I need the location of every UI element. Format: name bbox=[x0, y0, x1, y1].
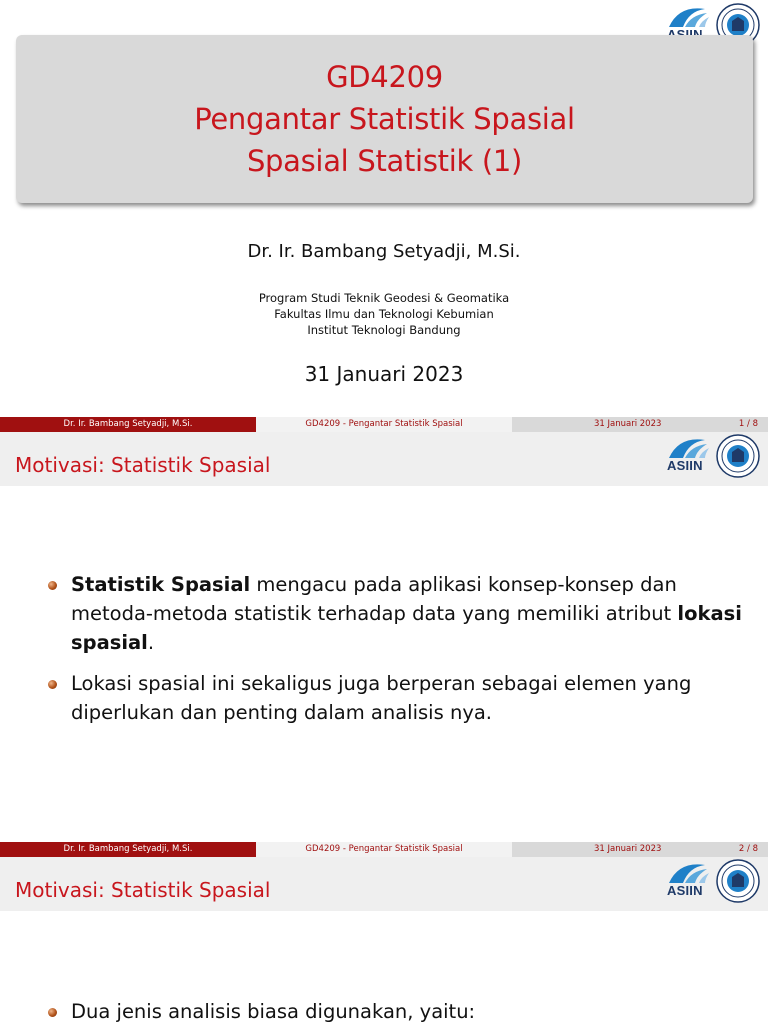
frame-title: Motivasi: Statistik Spasial bbox=[15, 878, 271, 902]
title-slide bbox=[0, 0, 768, 417]
footer-author: Dr. Ir. Bambang Setyadji, M.Si. bbox=[0, 417, 256, 432]
slide-motivasi-2 bbox=[0, 842, 768, 1024]
footer-course: GD4209 - Pengantar Statistik Spasial bbox=[256, 842, 512, 857]
footer-bar bbox=[0, 842, 768, 857]
bullet-text: . bbox=[147, 631, 155, 654]
lecture-title: Spasial Statistik (1) bbox=[246, 144, 523, 178]
footer-author: Dr. Ir. Bambang Setyadji, M.Si. bbox=[0, 842, 256, 857]
footer-course: GD4209 - Pengantar Statistik Spasial bbox=[256, 417, 512, 432]
frame-title: Motivasi: Statistik Spasial bbox=[15, 453, 271, 477]
asiin-logo bbox=[665, 859, 763, 903]
author-name: Dr. Ir. Bambang Setyadji, M.Si. bbox=[247, 241, 521, 262]
bullet-icon bbox=[48, 680, 57, 689]
course-code: GD4209 bbox=[326, 60, 443, 94]
bullet-text: mengacu pada aplikasi konsep-konsep dan metoda-metoda statistik terhadap data yang memiliki atribut bbox=[71, 573, 678, 625]
asiin-logo-text: ASIIN bbox=[667, 458, 703, 473]
asiin-logo bbox=[665, 434, 763, 478]
institution-line: Institut Teknologi Bandung bbox=[307, 323, 461, 337]
institution bbox=[0, 290, 768, 338]
slide-motivasi-1 bbox=[0, 417, 768, 842]
footer-date: 31 Januari 2023 bbox=[594, 419, 662, 429]
asiin-logo-text: ASIIN bbox=[667, 883, 703, 898]
presentation-date: 31 Januari 2023 bbox=[304, 362, 464, 386]
page-number: 2 / 8 bbox=[738, 844, 758, 854]
footer-date-page bbox=[512, 417, 768, 432]
page-number: 1 / 8 bbox=[738, 419, 758, 429]
institution-line: Fakultas Ilmu dan Teknologi Kebumian bbox=[274, 307, 494, 321]
bullet-icon bbox=[48, 581, 57, 590]
bullet-text: Dua jenis analisis biasa digunakan, yaitu: bbox=[71, 1000, 476, 1023]
bold-term: Statistik Spasial bbox=[71, 573, 251, 596]
bullet-list bbox=[48, 570, 763, 739]
bullet-text: Lokasi spasial ini sekaligus juga berperan sebagai elemen yang diperlukan dan penting dalam analisis nya. bbox=[71, 672, 692, 724]
bullet-icon bbox=[48, 1008, 57, 1017]
bold-term: lokasi spasial bbox=[71, 602, 742, 654]
course-title: Pengantar Statistik Spasial bbox=[194, 102, 575, 136]
list-item bbox=[48, 669, 763, 727]
list-item bbox=[48, 570, 763, 657]
itb-seal-icon bbox=[716, 434, 760, 478]
institution-line: Program Studi Teknik Geodesi & Geomatika bbox=[258, 291, 510, 305]
footer-date-page bbox=[512, 842, 768, 857]
footer-date: 31 Januari 2023 bbox=[594, 844, 662, 854]
list-item bbox=[48, 997, 763, 1024]
title-box bbox=[16, 35, 753, 203]
footer-bar bbox=[0, 417, 768, 432]
bullet-list bbox=[48, 997, 763, 1024]
itb-seal-icon bbox=[716, 859, 760, 903]
